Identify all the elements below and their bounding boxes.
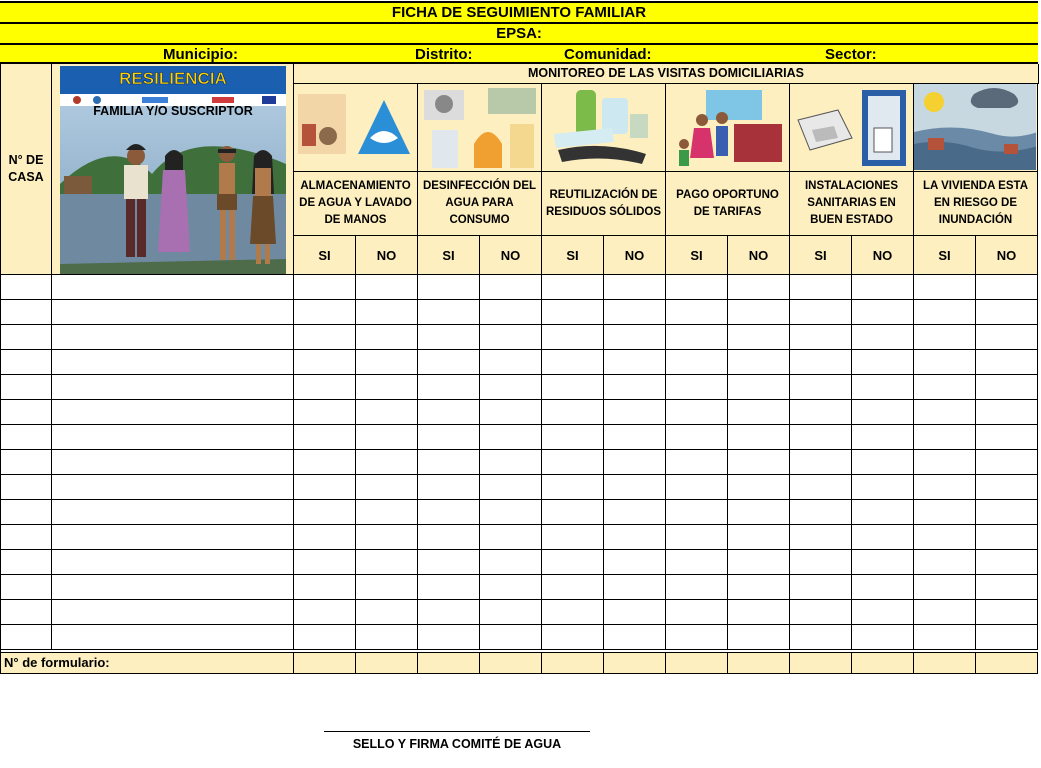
yes-cell[interactable] — [914, 550, 976, 575]
form-number-cell — [294, 652, 356, 674]
yes-cell[interactable] — [666, 425, 728, 450]
no-cell[interactable] — [976, 275, 1038, 300]
no-cell[interactable] — [356, 325, 418, 350]
epsa-label: EPSA: — [496, 25, 542, 42]
location-bar — [0, 43, 1038, 64]
yes-cell[interactable] — [542, 300, 604, 325]
yes-cell[interactable] — [294, 275, 356, 300]
form-number-cell — [728, 652, 790, 674]
family-name-cell[interactable] — [52, 575, 294, 600]
no-cell[interactable] — [480, 550, 542, 575]
yes-cell[interactable] — [294, 600, 356, 625]
form-number-cell — [604, 652, 666, 674]
yes-cell[interactable] — [790, 450, 852, 475]
form-number-cell — [976, 652, 1038, 674]
no-cell[interactable] — [852, 600, 914, 625]
yes-cell[interactable] — [418, 625, 480, 650]
no-cell[interactable] — [480, 625, 542, 650]
family-name-cell[interactable] — [52, 500, 294, 525]
no-cell[interactable] — [728, 500, 790, 525]
yes-cell[interactable] — [418, 525, 480, 550]
no-cell[interactable] — [480, 300, 542, 325]
recycled-bottles-icon — [542, 84, 666, 172]
house-number-cell[interactable] — [1, 575, 52, 600]
no-cell[interactable] — [852, 625, 914, 650]
house-number-cell[interactable] — [1, 550, 52, 575]
no-cell[interactable] — [480, 600, 542, 625]
no-cell[interactable] — [480, 325, 542, 350]
no-cell[interactable] — [728, 300, 790, 325]
yes-cell[interactable] — [294, 350, 356, 375]
family-name-cell[interactable] — [52, 375, 294, 400]
no-cell[interactable] — [852, 500, 914, 525]
water-storage-handwash-icon — [294, 84, 418, 172]
yes-cell[interactable] — [542, 325, 604, 350]
no-cell[interactable] — [728, 550, 790, 575]
yes-cell[interactable] — [790, 400, 852, 425]
yes-cell[interactable] — [914, 425, 976, 450]
yes-cell[interactable] — [294, 500, 356, 525]
yes-cell[interactable] — [542, 575, 604, 600]
no-cell[interactable] — [604, 525, 666, 550]
no-cell[interactable] — [604, 375, 666, 400]
no-cell[interactable] — [976, 325, 1038, 350]
no-cell[interactable] — [728, 625, 790, 650]
no-cell[interactable] — [728, 525, 790, 550]
no-cell[interactable] — [852, 375, 914, 400]
yes-cell[interactable] — [666, 625, 728, 650]
signature-line — [324, 731, 590, 732]
yes-column-header: SI — [542, 236, 604, 275]
no-cell[interactable] — [356, 425, 418, 450]
no-cell[interactable] — [356, 450, 418, 475]
no-cell[interactable] — [604, 350, 666, 375]
yes-cell[interactable] — [294, 300, 356, 325]
house-number-cell[interactable] — [1, 475, 52, 500]
yes-cell[interactable] — [914, 400, 976, 425]
yes-cell[interactable] — [542, 550, 604, 575]
category-label: INSTALACIONES SANITARIAS EN BUEN ESTADO — [790, 172, 914, 236]
yes-cell[interactable] — [418, 375, 480, 400]
no-column-header: NO — [604, 236, 666, 275]
yes-cell[interactable] — [914, 325, 976, 350]
house-number-cell[interactable] — [1, 300, 52, 325]
yes-cell[interactable] — [418, 475, 480, 500]
yes-cell[interactable] — [294, 400, 356, 425]
form-number-cell — [790, 652, 852, 674]
yes-cell[interactable] — [790, 550, 852, 575]
yes-cell[interactable] — [542, 600, 604, 625]
no-cell[interactable] — [728, 475, 790, 500]
family-name-cell[interactable] — [52, 600, 294, 625]
no-cell[interactable] — [976, 625, 1038, 650]
yes-cell[interactable] — [914, 350, 976, 375]
no-cell[interactable] — [480, 425, 542, 450]
no-cell[interactable] — [976, 475, 1038, 500]
yes-cell[interactable] — [790, 625, 852, 650]
form-number-cell — [666, 652, 728, 674]
monitoring-table — [0, 64, 1038, 674]
family-name-cell[interactable] — [52, 275, 294, 300]
yes-cell[interactable] — [914, 275, 976, 300]
yes-cell[interactable] — [294, 625, 356, 650]
no-cell[interactable] — [852, 350, 914, 375]
yes-cell[interactable] — [666, 350, 728, 375]
category-label: PAGO OPORTUNO DE TARIFAS — [666, 172, 790, 236]
epsa-bar — [0, 22, 1038, 43]
yes-cell[interactable] — [666, 400, 728, 425]
house-number-cell[interactable] — [1, 375, 52, 400]
no-cell[interactable] — [356, 600, 418, 625]
no-cell[interactable] — [604, 500, 666, 525]
no-cell[interactable] — [356, 625, 418, 650]
no-column-header: NO — [480, 236, 542, 275]
no-cell[interactable] — [356, 525, 418, 550]
yes-cell[interactable] — [666, 500, 728, 525]
no-cell[interactable] — [480, 525, 542, 550]
no-cell[interactable] — [480, 400, 542, 425]
no-cell[interactable] — [356, 300, 418, 325]
family-illustration — [52, 64, 294, 275]
yes-cell[interactable] — [666, 375, 728, 400]
yes-cell[interactable] — [542, 375, 604, 400]
no-cell[interactable] — [852, 575, 914, 600]
no-cell[interactable] — [604, 425, 666, 450]
yes-cell[interactable] — [790, 350, 852, 375]
family-subscriber-label: FAMILIA Y/O SUSCRIPTOR — [93, 104, 253, 118]
house-number-cell[interactable] — [1, 500, 52, 525]
yes-cell[interactable] — [294, 475, 356, 500]
no-cell[interactable] — [604, 475, 666, 500]
yes-column-header: SI — [294, 236, 356, 275]
no-cell[interactable] — [976, 550, 1038, 575]
no-cell[interactable] — [480, 275, 542, 300]
yes-cell[interactable] — [914, 525, 976, 550]
yes-cell[interactable] — [666, 525, 728, 550]
yes-cell[interactable] — [790, 525, 852, 550]
no-cell[interactable] — [356, 475, 418, 500]
yes-cell[interactable] — [790, 500, 852, 525]
yes-cell[interactable] — [418, 550, 480, 575]
yes-cell[interactable] — [666, 550, 728, 575]
house-number-cell[interactable] — [1, 450, 52, 475]
family-name-cell[interactable] — [52, 450, 294, 475]
yes-cell[interactable] — [790, 375, 852, 400]
no-cell[interactable] — [976, 400, 1038, 425]
no-cell[interactable] — [480, 500, 542, 525]
family-name-cell[interactable] — [52, 550, 294, 575]
no-cell[interactable] — [604, 325, 666, 350]
family-name-cell[interactable] — [52, 475, 294, 500]
yes-cell[interactable] — [294, 575, 356, 600]
house-number-cell[interactable] — [1, 400, 52, 425]
no-cell[interactable] — [852, 275, 914, 300]
yes-cell[interactable] — [914, 450, 976, 475]
yes-cell[interactable] — [790, 275, 852, 300]
yes-cell[interactable] — [542, 275, 604, 300]
yes-cell[interactable] — [914, 625, 976, 650]
no-cell[interactable] — [728, 600, 790, 625]
yes-cell[interactable] — [914, 300, 976, 325]
no-cell[interactable] — [356, 575, 418, 600]
no-cell[interactable] — [728, 325, 790, 350]
yes-cell[interactable] — [790, 300, 852, 325]
no-cell[interactable] — [480, 575, 542, 600]
no-cell[interactable] — [976, 375, 1038, 400]
no-cell[interactable] — [604, 575, 666, 600]
no-column-header: NO — [852, 236, 914, 275]
yes-cell[interactable] — [418, 400, 480, 425]
no-cell[interactable] — [728, 400, 790, 425]
family-name-cell[interactable] — [52, 350, 294, 375]
form-number-cell — [852, 652, 914, 674]
sanitary-facilities-icon — [790, 84, 914, 172]
no-cell[interactable] — [356, 400, 418, 425]
yes-cell[interactable] — [418, 275, 480, 300]
yes-cell[interactable] — [294, 550, 356, 575]
no-cell[interactable] — [976, 350, 1038, 375]
yes-cell[interactable] — [542, 625, 604, 650]
house-number-cell[interactable] — [1, 425, 52, 450]
category-label: LA VIVIENDA ESTA EN RIESGO DE INUNDACIÓN — [914, 172, 1038, 236]
family-header — [52, 64, 294, 275]
yes-cell[interactable] — [418, 425, 480, 450]
family-name-cell[interactable] — [52, 325, 294, 350]
yes-cell[interactable] — [542, 350, 604, 375]
no-cell[interactable] — [356, 500, 418, 525]
yes-cell[interactable] — [418, 500, 480, 525]
no-cell[interactable] — [604, 400, 666, 425]
yes-cell[interactable] — [914, 500, 976, 525]
no-cell[interactable] — [480, 450, 542, 475]
no-cell[interactable] — [356, 550, 418, 575]
no-cell[interactable] — [728, 450, 790, 475]
no-cell[interactable] — [480, 375, 542, 400]
house-number-cell[interactable] — [1, 350, 52, 375]
family-name-cell[interactable] — [52, 625, 294, 650]
family-name-cell[interactable] — [52, 400, 294, 425]
signature-label: SELLO Y FIRMA COMITÉ DE AGUA — [352, 737, 562, 751]
yes-cell[interactable] — [790, 475, 852, 500]
no-cell[interactable] — [356, 275, 418, 300]
yes-cell[interactable] — [666, 450, 728, 475]
form-number-row — [1, 652, 294, 674]
house-number-cell[interactable] — [1, 525, 52, 550]
no-column-header: NO — [728, 236, 790, 275]
no-cell[interactable] — [976, 500, 1038, 525]
no-cell[interactable] — [852, 450, 914, 475]
yes-cell[interactable] — [666, 575, 728, 600]
yes-column-header: SI — [666, 236, 728, 275]
yes-cell[interactable] — [666, 475, 728, 500]
house-number-header: N° DE CASA — [1, 64, 52, 275]
form-number-cell — [542, 652, 604, 674]
no-cell[interactable] — [480, 475, 542, 500]
house-number-cell[interactable] — [1, 625, 52, 650]
yes-cell[interactable] — [914, 375, 976, 400]
yes-cell[interactable] — [790, 425, 852, 450]
no-cell[interactable] — [852, 550, 914, 575]
water-disinfection-icon — [418, 84, 542, 172]
form-number-cell — [480, 652, 542, 674]
no-cell[interactable] — [604, 300, 666, 325]
yes-cell[interactable] — [790, 575, 852, 600]
yes-cell[interactable] — [542, 450, 604, 475]
no-cell[interactable] — [356, 375, 418, 400]
no-cell[interactable] — [728, 425, 790, 450]
yes-cell[interactable] — [418, 350, 480, 375]
yes-column-header: SI — [790, 236, 852, 275]
no-column-header: NO — [356, 236, 418, 275]
yes-cell[interactable] — [418, 450, 480, 475]
no-cell[interactable] — [852, 525, 914, 550]
yes-column-header: SI — [418, 236, 480, 275]
house-number-cell[interactable] — [1, 600, 52, 625]
no-cell[interactable] — [604, 600, 666, 625]
no-cell[interactable] — [604, 275, 666, 300]
yes-cell[interactable] — [418, 325, 480, 350]
no-cell[interactable] — [604, 550, 666, 575]
sector-label: Sector: — [825, 46, 877, 63]
no-cell[interactable] — [728, 575, 790, 600]
no-cell[interactable] — [976, 425, 1038, 450]
no-cell[interactable] — [604, 450, 666, 475]
family-name-cell[interactable] — [52, 525, 294, 550]
municipio-label: Municipio: — [163, 46, 238, 63]
flood-risk-icon — [914, 84, 1038, 172]
yes-cell[interactable] — [294, 375, 356, 400]
yes-cell[interactable] — [542, 400, 604, 425]
comunidad-label: Comunidad: — [564, 46, 652, 63]
yes-cell[interactable] — [666, 300, 728, 325]
form-number-cell — [356, 652, 418, 674]
no-column-header: NO — [976, 236, 1038, 275]
yes-cell[interactable] — [666, 275, 728, 300]
no-cell[interactable] — [728, 275, 790, 300]
no-cell[interactable] — [852, 300, 914, 325]
fee-payment-icon — [666, 84, 790, 172]
yes-cell[interactable] — [294, 525, 356, 550]
yes-cell[interactable] — [418, 575, 480, 600]
no-cell[interactable] — [852, 475, 914, 500]
distrito-label: Distrito: — [415, 46, 473, 63]
yes-column-header: SI — [914, 236, 976, 275]
no-cell[interactable] — [480, 350, 542, 375]
yes-cell[interactable] — [294, 325, 356, 350]
yes-cell[interactable] — [418, 300, 480, 325]
no-cell[interactable] — [976, 525, 1038, 550]
yes-cell[interactable] — [294, 425, 356, 450]
house-number-cell[interactable] — [1, 275, 52, 300]
yes-cell[interactable] — [542, 525, 604, 550]
yes-cell[interactable] — [418, 600, 480, 625]
no-cell[interactable] — [976, 575, 1038, 600]
yes-cell[interactable] — [790, 600, 852, 625]
yes-cell[interactable] — [542, 500, 604, 525]
category-label: ALMACENAMIENTO DE AGUA Y LAVADO DE MANOS — [294, 172, 418, 236]
house-number-cell[interactable] — [1, 325, 52, 350]
form-number-cell — [418, 652, 480, 674]
category-label: DESINFECCIÓN DEL AGUA PARA CONSUMO — [418, 172, 542, 236]
yes-cell[interactable] — [666, 600, 728, 625]
yes-cell[interactable] — [914, 575, 976, 600]
yes-cell[interactable] — [542, 475, 604, 500]
no-cell[interactable] — [976, 300, 1038, 325]
yes-cell[interactable] — [914, 600, 976, 625]
yes-cell[interactable] — [790, 325, 852, 350]
family-name-cell[interactable] — [52, 425, 294, 450]
no-cell[interactable] — [728, 350, 790, 375]
form-title: FICHA DE SEGUIMIENTO FAMILIAR — [391, 4, 647, 21]
no-cell[interactable] — [356, 350, 418, 375]
category-label: REUTILIZACIÓN DE RESIDUOS SÓLIDOS — [542, 172, 666, 236]
no-cell[interactable] — [604, 625, 666, 650]
form-number-label: N° de formulario: — [4, 655, 110, 670]
yes-cell[interactable] — [294, 450, 356, 475]
no-cell[interactable] — [976, 600, 1038, 625]
yes-cell[interactable] — [542, 425, 604, 450]
svg-text:RESILIENCIA: RESILIENCIA — [119, 69, 227, 88]
form-number-cell — [914, 652, 976, 674]
no-cell[interactable] — [852, 325, 914, 350]
no-cell[interactable] — [728, 375, 790, 400]
no-cell[interactable] — [976, 450, 1038, 475]
no-cell[interactable] — [852, 425, 914, 450]
monitoring-header: MONITOREO DE LAS VISITAS DOMICILIARIAS — [294, 64, 1039, 84]
yes-cell[interactable] — [914, 475, 976, 500]
no-cell[interactable] — [852, 400, 914, 425]
title-bar — [0, 1, 1038, 22]
yes-cell[interactable] — [666, 325, 728, 350]
family-name-cell[interactable] — [52, 300, 294, 325]
